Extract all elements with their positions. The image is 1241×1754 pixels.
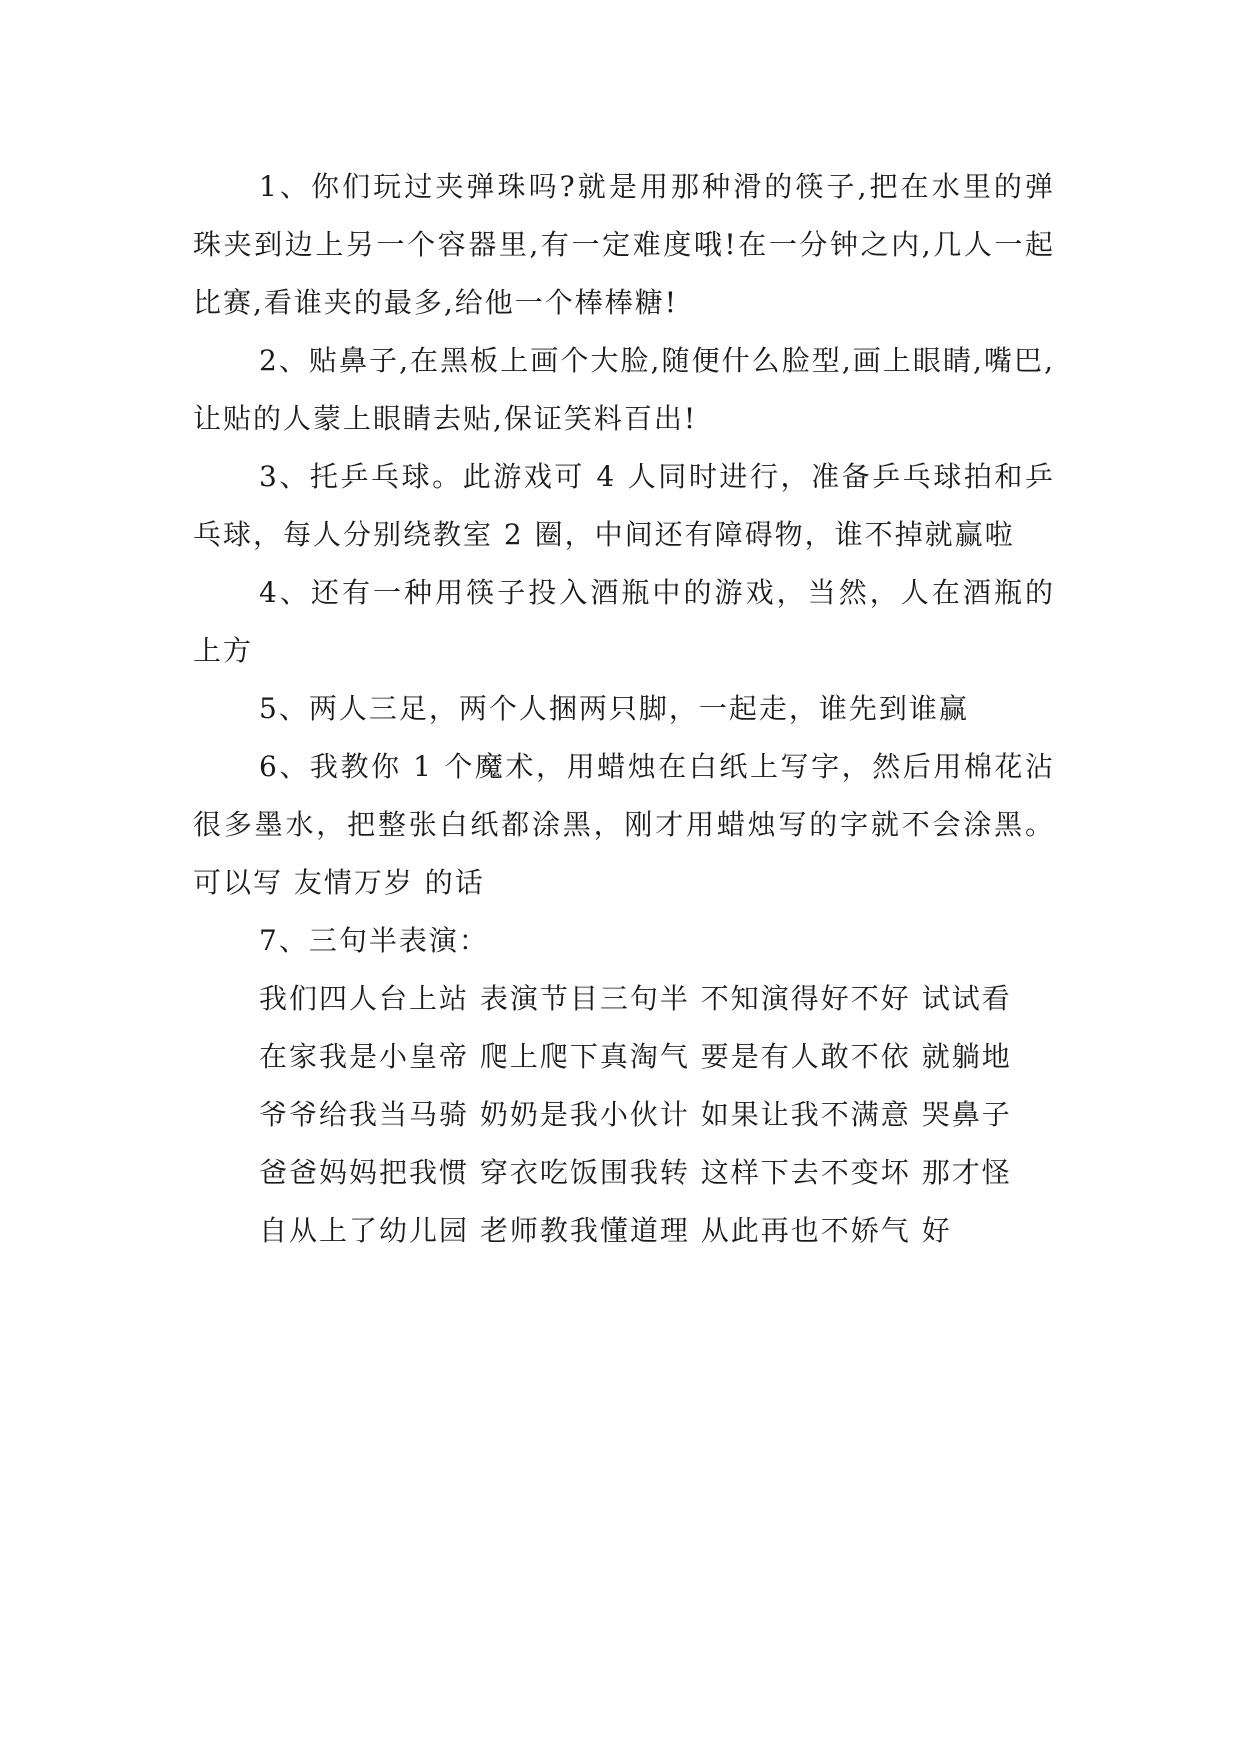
paragraph-6: 6、我教你 1 个魔术，用蜡烛在白纸上写字，然后用棉花沾很多墨水，把整张白纸都涂黑，刚才用蜡烛写的字就不会涂黑。可以写 友情万岁 的话 — [193, 750, 1055, 899]
document-body — [193, 158, 1055, 1260]
verse-line-1: 我们四人台上站 表演节目三句半 不知演得好不好 试试看 — [259, 982, 1012, 1015]
paragraph-3: 3、托乒乓球。此游戏可 4 人同时进行，准备乒乓球拍和乒乓球，每人分别绕教室 2 圈，中间还有障碍物，谁不掉就赢啦 — [193, 460, 1055, 551]
verse-line-5: 自从上了幼儿园 老师教我懂道理 从此再也不娇气 好 — [259, 1214, 952, 1247]
verse-line-3: 爷爷给我当马骑 奶奶是我小伙计 如果让我不满意 哭鼻子 — [259, 1098, 1012, 1131]
paragraph-5: 5、两人三足，两个人捆两只脚，一起走，谁先到谁赢 — [259, 692, 969, 725]
paragraph-1: 1、你们玩过夹弹珠吗?就是用那种滑的筷子,把在水里的弹珠夹到边上另一个容器里,有一定难度哦!在一分钟之内,几人一起比赛,看谁夹的最多,给他一个棒棒糖! — [193, 170, 1055, 319]
paragraph-4: 4、还有一种用筷子投入酒瓶中的游戏，当然，人在酒瓶的上方 — [193, 576, 1055, 667]
verse-line-2: 在家我是小皇帝 爬上爬下真淘气 要是有人敢不依 就躺地 — [259, 1040, 1012, 1073]
paragraph-7: 7、三句半表演： — [259, 924, 489, 957]
verse-line-4: 爸爸妈妈把我惯 穿衣吃饭围我转 这样下去不变坏 那才怪 — [259, 1156, 1012, 1189]
paragraph-2: 2、贴鼻子,在黑板上画个大脸,随便什么脸型,画上眼睛,嘴巴,让贴的人蒙上眼睛去贴,保证笑料百出! — [193, 344, 1055, 435]
